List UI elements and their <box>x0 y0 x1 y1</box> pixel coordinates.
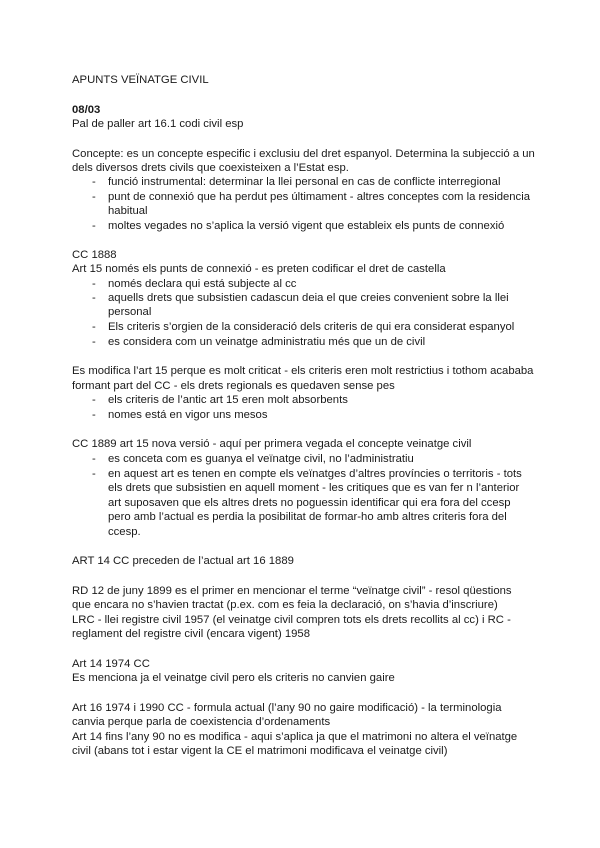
bullet-dash: - <box>92 176 96 188</box>
paragraph-line: reglament del registre civil (encara vigent) 1958 <box>72 628 310 640</box>
paragraph-line: ART 14 CC preceden de l’actual art 16 1889 <box>72 555 294 567</box>
paragraph-line: Art 15 només els punts de connexió - es preten codificar el dret de castella <box>72 263 446 275</box>
paragraph-line: que encara no s’havien tractat (p.ex. com es feia la declaració, on s’havia d’inscriure) <box>72 599 498 611</box>
concepte-line: dels diversos drets civils que coexisteixen a l’Estat esp. <box>72 162 349 174</box>
section-heading: CC 1888 <box>72 249 117 261</box>
bullet-text: ccesp. <box>108 526 141 538</box>
paragraph-line: CC 1889 art 15 nova versió - aquí per primera vegada el concepte veinatge civil <box>72 438 472 450</box>
bullet-dash: - <box>92 394 96 406</box>
bullet-dash: - <box>92 409 96 421</box>
bullet-text: nomes está en vigor uns mesos <box>108 409 268 421</box>
bullet-text: personal <box>108 306 152 318</box>
paragraph-line: Es menciona ja el veinatge civil pero els criteris no canvien gaire <box>72 672 395 684</box>
concepte-line: Concepte: es un concepte especific i exclusiu del dret espanyol. Determina la subjecció a un <box>72 148 535 160</box>
bullet-dash: - <box>92 278 96 290</box>
bullet-text: Els criteris s’orgien de la consideració dels criteris de qui era considerat espanyol <box>108 321 515 333</box>
bullet-dash: - <box>92 336 96 348</box>
bullet-dash: - <box>92 453 96 465</box>
bullet-text: habitual <box>108 205 148 217</box>
bullet-dash: - <box>92 220 96 232</box>
document-title: APUNTS VEÏNATGE CIVIL <box>72 74 209 86</box>
paragraph-line: RD 12 de juny 1899 es el primer en mencionar el terme “veïnatge civil” - resol qüestions <box>72 585 512 597</box>
bullet-text: pero amb l’actual es perdia la posibilitat de formar-ho amb altres criteris fora del <box>108 511 507 523</box>
bullet-text: només declara qui está subjecte al cc <box>108 278 297 290</box>
bullet-dash: - <box>92 191 96 203</box>
intro-line: Pal de paller art 16.1 codi civil esp <box>72 118 244 130</box>
bullet-text: art suposaven que els altres drets no poguessin identificar qui era fora del ccesp <box>108 497 511 509</box>
bullet-text: funció instrumental: determinar la llei personal en cas de conflicte interregional <box>108 176 501 188</box>
paragraph-line: Art 16 1974 i 1990 CC - formula actual (l’any 90 no gaire modificació) - la terminologia <box>72 702 502 714</box>
bullet-text: es considera com un veinatge administratiu més que un de civil <box>108 336 426 348</box>
bullet-text: punt de connexió que ha perdut pes últimament - altres conceptes com la residencia <box>108 191 530 203</box>
section-heading: Art 14 1974 CC <box>72 658 150 670</box>
bullet-text: es conceta com es guanya el veïnatge civil, no l’administratiu <box>108 453 414 465</box>
bullet-text: moltes vegades no s’aplica la versió vigent que estableix els punts de connexió <box>108 220 505 232</box>
paragraph-line: formant part del CC - els drets regionals es quedaven sense pes <box>72 380 395 392</box>
section-date: 08/03 <box>72 104 101 116</box>
paragraph-line: Art 14 fins l’any 90 no es modifica - aqui s’aplica ja que el matrimoni no altera el veïnatge <box>72 731 518 743</box>
bullet-dash: - <box>92 292 96 304</box>
bullet-text: en aquest art es tenen en compte els veïnatges d’altres províncies o territoris - tots <box>108 468 522 480</box>
paragraph-line: Es modifica l’art 15 perque es molt criticat - els criteris eren molt restrictius i tothom acababa <box>72 365 534 377</box>
bullet-text: els criteris de l’antic art 15 eren molt absorbents <box>108 394 348 406</box>
paragraph-line: canvia perque parla de coexistencia d’ordenaments <box>72 716 331 728</box>
bullet-dash: - <box>92 468 96 480</box>
bullet-dash: - <box>92 321 96 333</box>
bullet-text: els drets que subsistien en aquell moment - les critiques que es van fer n l’anterior <box>108 482 520 494</box>
paragraph-line: civil (abans tot i estar vigent la CE el matrimoni modificava el veinatge civil) <box>72 745 448 757</box>
paragraph-line: LRC - llei registre civil 1957 (el veinatge civil compren tots els drets recollits al cc) i RC - <box>72 614 511 626</box>
bullet-text: aquells drets que subsistien cadascun deia el que creies convenient sobre la llei <box>108 292 509 304</box>
